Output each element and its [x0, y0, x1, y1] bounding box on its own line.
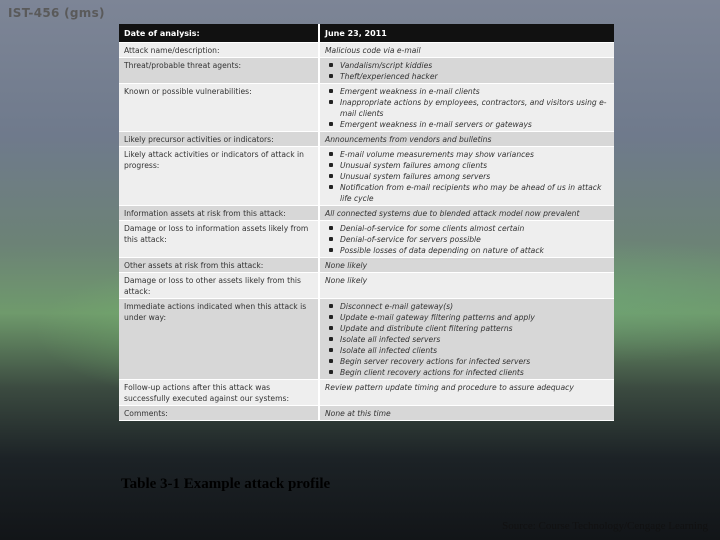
bullet-list [325, 301, 610, 378]
table-row [119, 220, 614, 257]
bullet-item: Unusual system failures among clients [325, 160, 610, 171]
bullet-item: Notification from e-mail recipients who may be ahead of us in attack life cycle [325, 182, 610, 204]
row-label: Other assets at risk from this attack: [119, 257, 319, 272]
table-caption: Table 3-1 Example attack profile [121, 476, 331, 492]
row-label: Threat/probable threat agents: [119, 57, 319, 83]
bullet-item: Update and distribute client filtering patterns [325, 323, 610, 334]
table-row [119, 205, 614, 220]
table-row [119, 83, 614, 131]
bullet-item: Isolate all infected clients [325, 345, 610, 356]
source-credit: Source: Course Technology/Cengage Learning [502, 520, 708, 532]
table-row [119, 146, 614, 205]
row-value: None likely [319, 257, 614, 272]
bullet-item: Disconnect e-mail gateway(s) [325, 301, 610, 312]
bullet-item: Emergent weakness in e-mail servers or gateways [325, 119, 610, 130]
row-label: Attack name/description: [119, 42, 319, 57]
row-label: Damage or loss to information assets likely from this attack: [119, 220, 319, 257]
bullet-item: Unusual system failures among servers [325, 171, 610, 182]
table-row [119, 131, 614, 146]
bullet-item: Inappropriate actions by employees, contractors, and visitors using e-mail clients [325, 97, 610, 119]
bullet-item: Update e-mail gateway filtering patterns and apply [325, 312, 610, 323]
bullet-list [325, 149, 610, 204]
table-row [119, 379, 614, 405]
row-label: Likely attack activities or indicators of attack in progress: [119, 146, 319, 205]
bullet-item: Begin server recovery actions for infected servers [325, 356, 610, 367]
bullet-list [325, 86, 610, 130]
row-value: Announcements from vendors and bulletins [319, 131, 614, 146]
row-value [319, 83, 614, 131]
table-row [119, 298, 614, 379]
row-value: Malicious code via e-mail [319, 42, 614, 57]
table-row [119, 42, 614, 57]
bullet-list [325, 223, 610, 256]
row-value: All connected systems due to blended attack model now prevalent [319, 205, 614, 220]
table-header-row [119, 24, 614, 42]
row-label: Follow-up actions after this attack was successfully executed against our systems: [119, 379, 319, 405]
header-label: Date of analysis: [119, 24, 319, 42]
bullet-item: Denial-of-service for some clients almost certain [325, 223, 610, 234]
row-value [319, 146, 614, 205]
table-row [119, 272, 614, 298]
row-label: Known or possible vulnerabilities: [119, 83, 319, 131]
bullet-list [325, 60, 610, 82]
bullet-item: Vandalism/script kiddies [325, 60, 610, 71]
header-value: June 23, 2011 [319, 24, 614, 42]
table-row [119, 57, 614, 83]
bullet-item: Isolate all infected servers [325, 334, 610, 345]
row-value [319, 57, 614, 83]
row-value [319, 220, 614, 257]
bullet-item: Theft/experienced hacker [325, 71, 610, 82]
bullet-item: E-mail volume measurements may show variances [325, 149, 610, 160]
row-label: Immediate actions indicated when this attack is under way: [119, 298, 319, 379]
table-row [119, 257, 614, 272]
bullet-item: Possible losses of data depending on nature of attack [325, 245, 610, 256]
row-value: Review pattern update timing and procedure to assure adequacy [319, 379, 614, 405]
bullet-item: Emergent weakness in e-mail clients [325, 86, 610, 97]
slide-title: IST-456 (gms) [8, 6, 105, 20]
row-value: None at this time [319, 405, 614, 420]
bullet-item: Begin client recovery actions for infected clients [325, 367, 610, 378]
attack-profile-table [119, 24, 614, 421]
bullet-item: Denial-of-service for servers possible [325, 234, 610, 245]
row-value: None likely [319, 272, 614, 298]
row-label: Information assets at risk from this attack: [119, 205, 319, 220]
row-label: Comments: [119, 405, 319, 420]
row-label: Damage or loss to other assets likely from this attack: [119, 272, 319, 298]
table-row [119, 405, 614, 420]
row-label: Likely precursor activities or indicators: [119, 131, 319, 146]
row-value [319, 298, 614, 379]
